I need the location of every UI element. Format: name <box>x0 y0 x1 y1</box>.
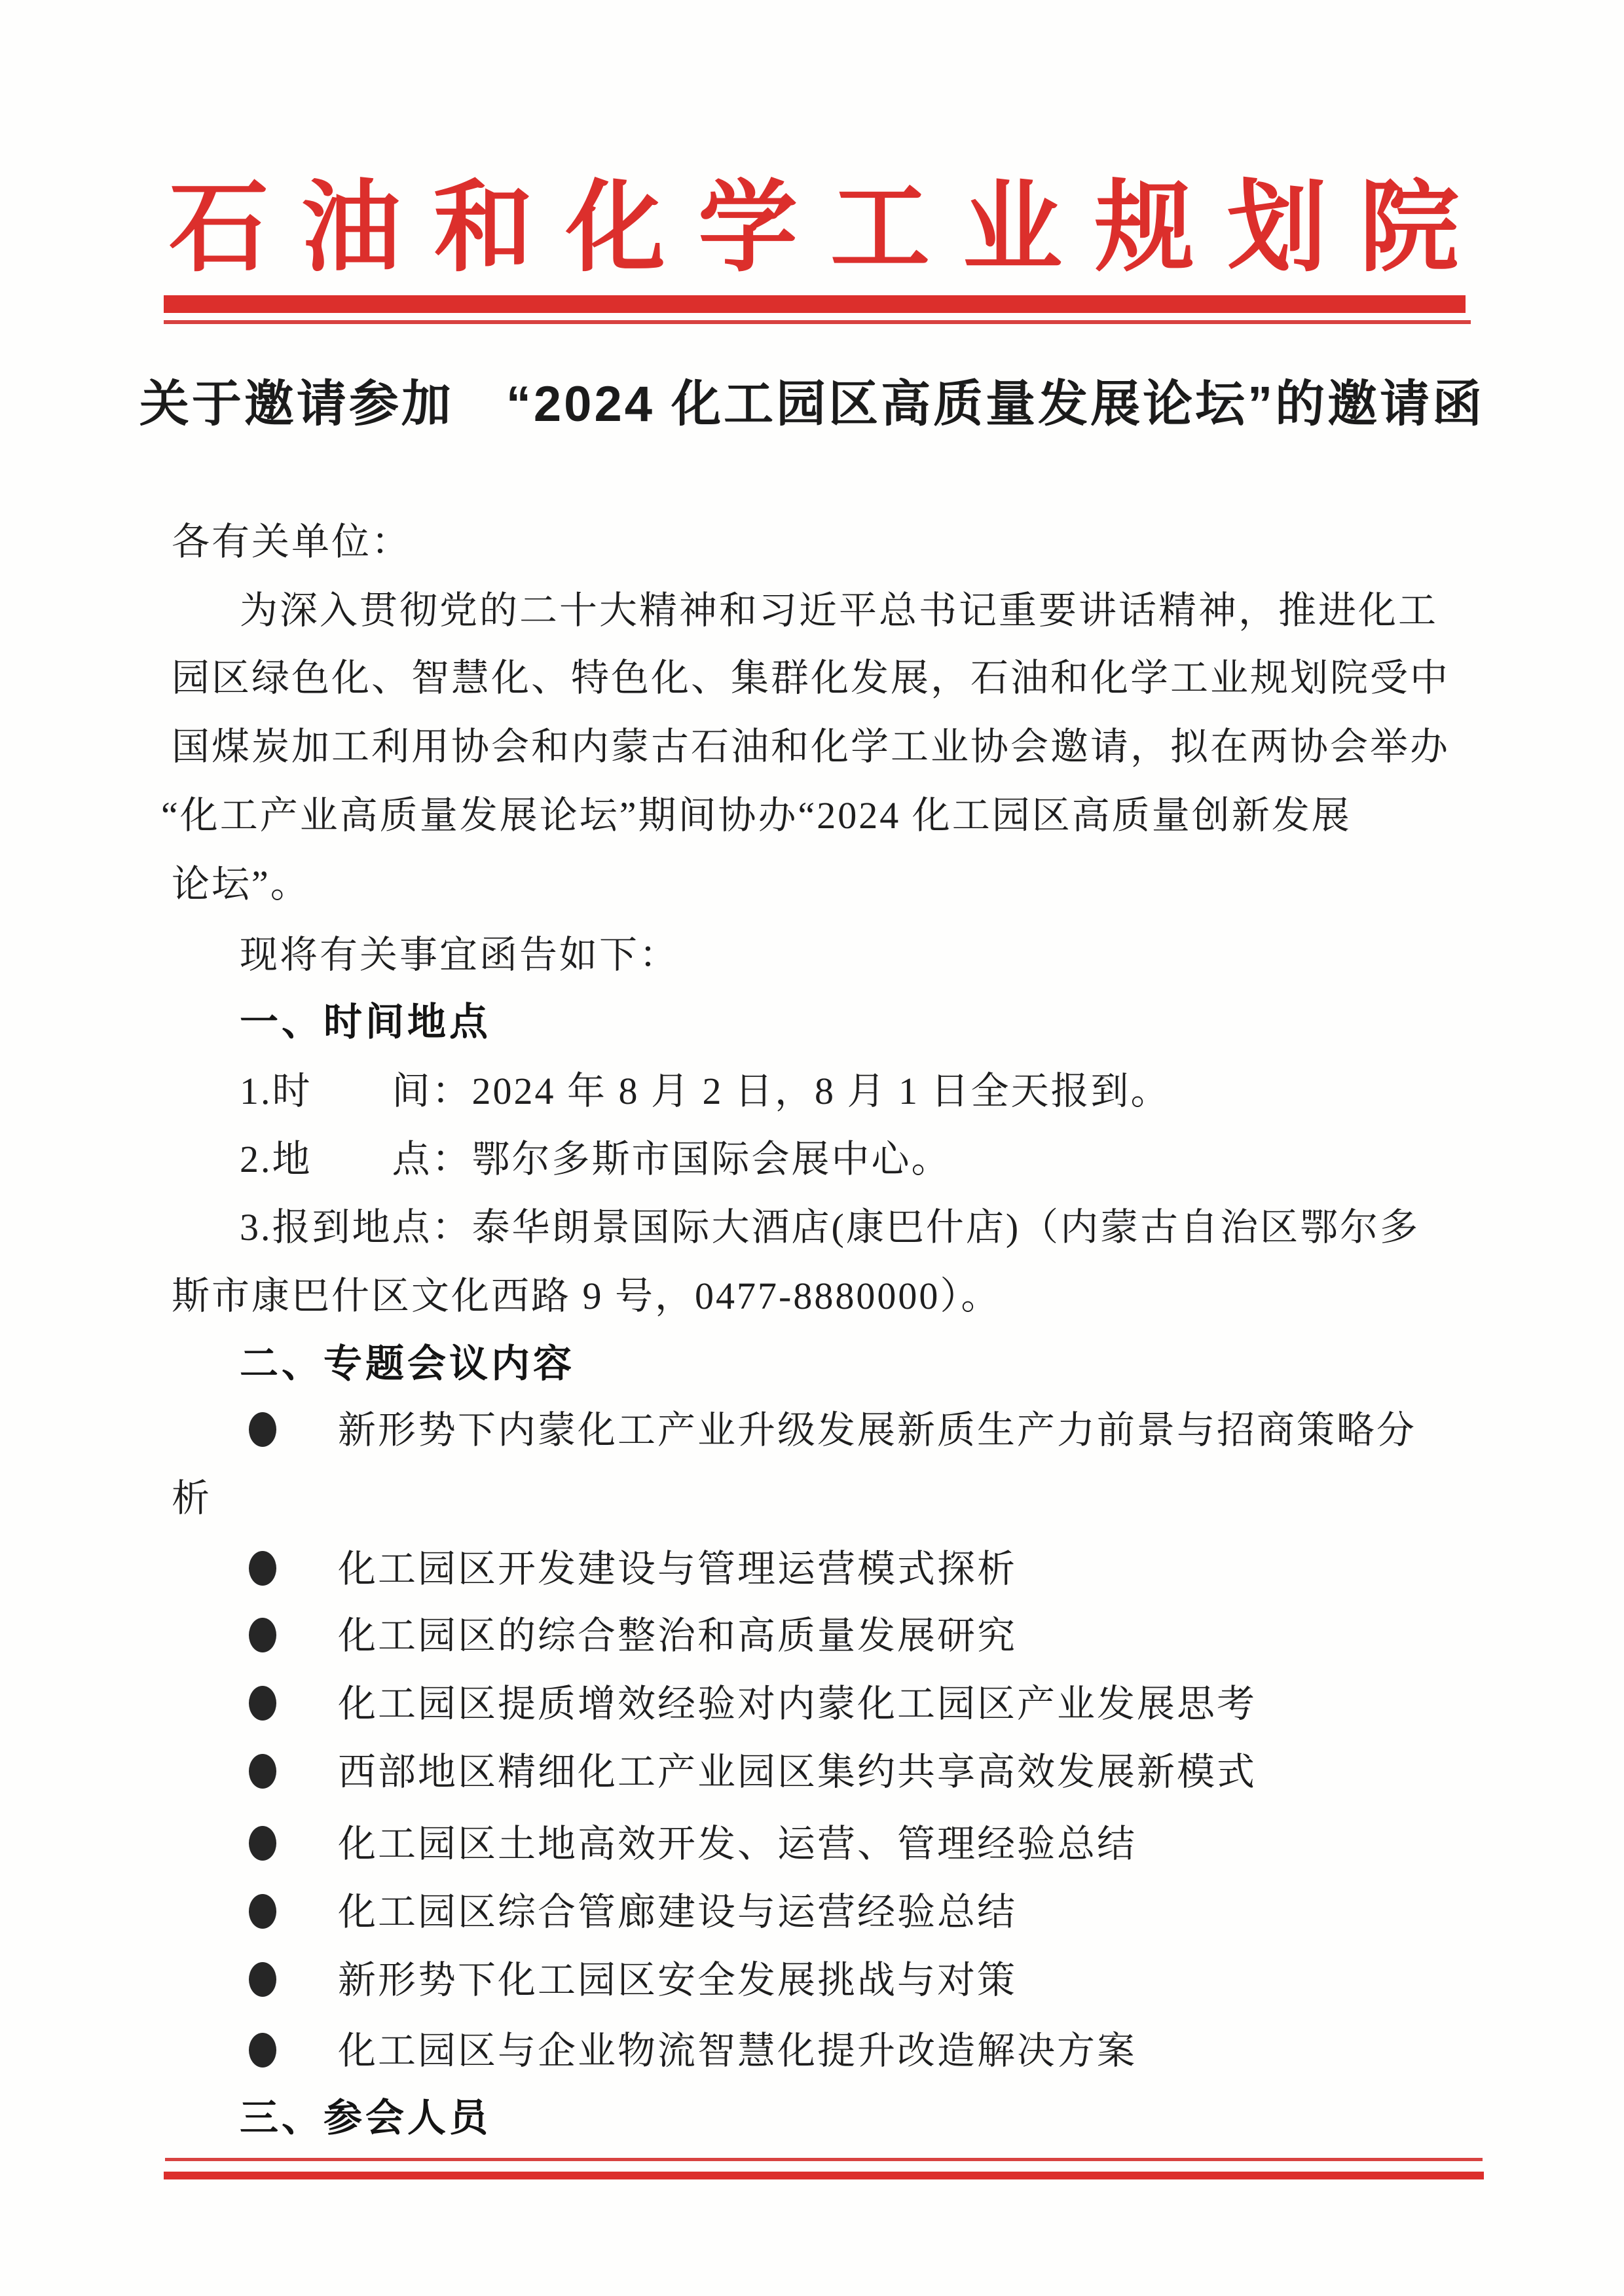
bullet-icon <box>249 1551 276 1586</box>
body-line: 园区绿色化、智慧化、特色化、集群化发展，石油和化学工业规划院受中 <box>172 657 1450 699</box>
section-heading-topics: 二、专题会议内容 <box>240 1342 576 1385</box>
bullet-item <box>249 2030 1137 2073</box>
bullet-icon <box>249 1826 276 1861</box>
footer-rule-thick <box>164 2172 1484 2179</box>
body-line: 国煤炭加工利用协会和内蒙古石油和化学工业协会邀请，拟在两协会举办 <box>172 725 1450 768</box>
body-line: 析 <box>172 1477 212 1520</box>
bullet-text: 化工园区土地高效开发、运营、管理经验总结 <box>338 1823 1137 1865</box>
bullet-item <box>249 1614 1017 1658</box>
bullet-text: 化工园区与企业物流智慧化提升改造解决方案 <box>338 2030 1137 2072</box>
bullet-text: 新形势下内蒙化工产业升级发展新质生产力前景与招商策略分 <box>338 1409 1417 1451</box>
body-line: 论坛”。 <box>172 863 310 905</box>
bullet-item <box>249 1751 1257 1795</box>
bullet-item <box>249 1891 1017 1935</box>
bullet-text: 化工园区综合管廊建设与运营经验总结 <box>338 1891 1018 1933</box>
bullet-icon <box>249 2033 276 2068</box>
bullet-icon <box>249 1894 276 1929</box>
bullet-icon <box>249 1754 276 1789</box>
header-rule-thick <box>164 295 1466 313</box>
body-line: 3.报到地点：泰华朗景国际大酒店(康巴什店)（内蒙古自治区鄂尔多 <box>240 1206 1420 1248</box>
bullet-item <box>249 1409 1416 1453</box>
body-line: “化工产业高质量发展论坛”期间协办“2024 化工园区高质量创新发展 <box>161 794 1352 837</box>
header-rule-thin <box>164 320 1471 324</box>
section-heading-time-place: 一、时间地点 <box>240 1000 492 1044</box>
bullet-item <box>249 1683 1257 1726</box>
body-line: 2.地 点：鄂尔多斯市国际会展中心。 <box>240 1138 951 1180</box>
body-line: 1.时 间：2024 年 8 月 2 日，8 月 1 日全天报到。 <box>240 1070 1171 1112</box>
section-heading-participants: 三、参会人员 <box>240 2096 492 2140</box>
bullet-item <box>249 1548 1017 1592</box>
bullet-item <box>249 1959 1017 2003</box>
salutation: 各有关单位： <box>172 520 412 563</box>
bullet-text: 新形势下化工园区安全发展挑战与对策 <box>338 1959 1018 2001</box>
body-line: 为深入贯彻党的二十大精神和习近平总书记重要讲话精神，推进化工 <box>240 589 1439 632</box>
bullet-icon <box>249 1686 276 1721</box>
bullet-text: 化工园区开发建设与管理运营模式探析 <box>338 1548 1018 1590</box>
body-line: 斯市康巴什区文化西路 9 号，0477-8880000）。 <box>172 1275 1001 1317</box>
org-name: 石油和化学工业规划院 <box>169 173 1492 283</box>
bullet-icon <box>249 1962 276 1997</box>
bullet-text: 西部地区精细化工产业园区集约共享高效发展新模式 <box>338 1751 1257 1793</box>
bullet-text: 化工园区的综合整治和高质量发展研究 <box>338 1614 1018 1657</box>
bullet-icon <box>249 1618 276 1652</box>
body-line: 现将有关事宜函告如下： <box>240 934 680 976</box>
footer-rule-thin <box>165 2158 1483 2161</box>
document-title: 关于邀请参加 “2024 化工园区高质量发展论坛”的邀请函 <box>139 376 1485 432</box>
bullet-icon <box>249 1412 276 1447</box>
bullet-item <box>249 1823 1137 1867</box>
bullet-text: 化工园区提质增效经验对内蒙化工园区产业发展思考 <box>338 1683 1257 1725</box>
